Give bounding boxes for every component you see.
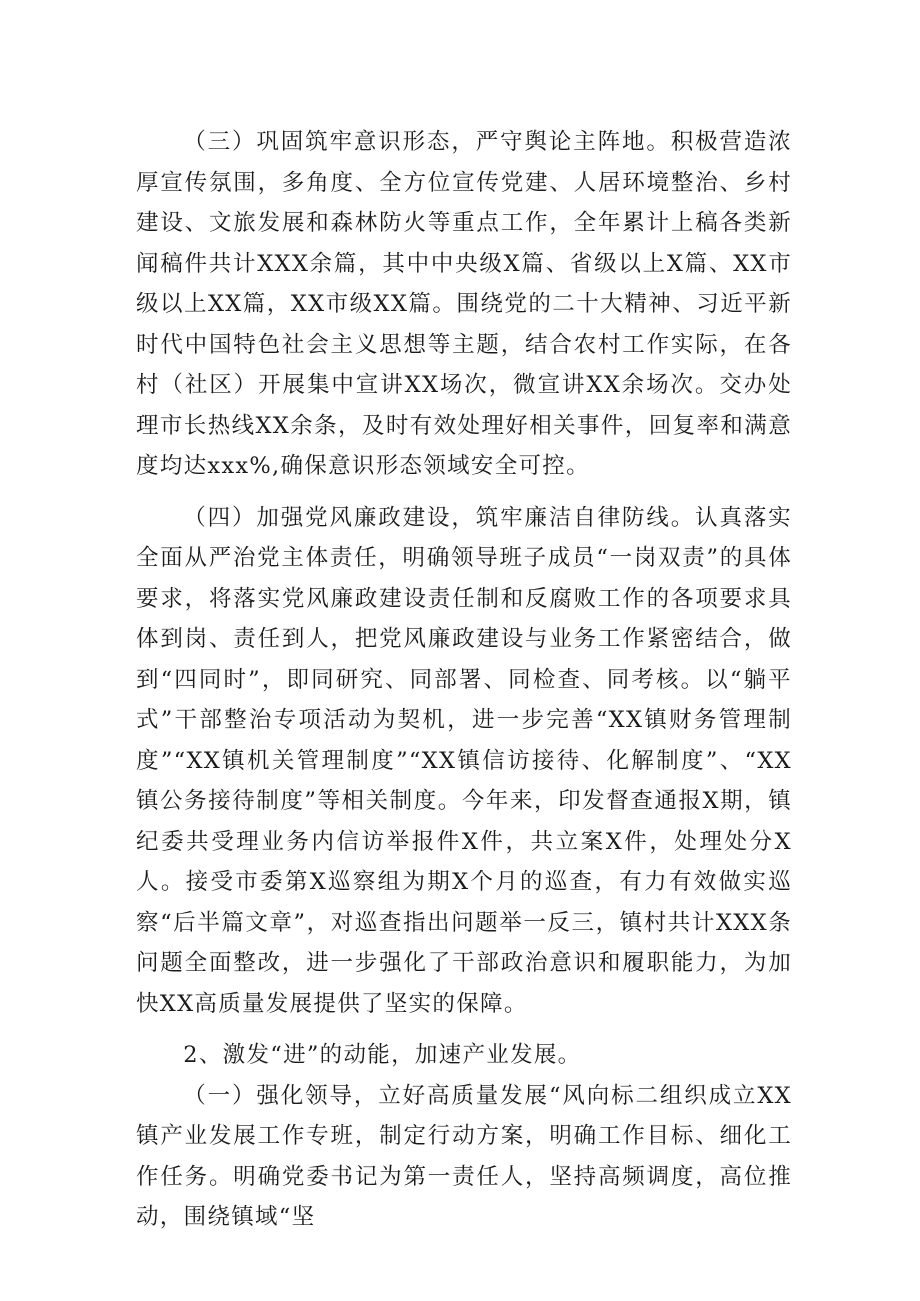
- section-heading: 2、激发“进”的动能，加速产业发展。: [183, 1042, 582, 1068]
- paragraph-ideology: （三）巩固筑牢意识形态，严守舆论主阵地。积极营造浓厚宣传氛围，多角度、全方位宣传党建、人居环境整治、乡村建设、文旅发展和森林防火等重点工作，全年累计上稿各类新闻稿件共计XXX余篇，其中中央级X篇、省级以上X篇、XX市级以上XX篇，XX市级XX篇。围绕党的二十大精神、习近平新时代中国特色社会主义思想等主题，结合农村工作实际，在各村（社区）开展集中宣讲XX场次，微宣讲XX余场次。交办处理市长热线XX余条，及时有效处理好相关事件，回复率和满意度均达xxx%,确保意识形态领域安全可控。: [136, 129, 792, 479]
- paragraph-integrity: （四）加强党风廉政建设，筑牢廉洁自律防线。认真落实全面从严治党主体责任，明确领导班子成员“一岗双责”的具体要求，将落实党风廉政建设责任制和反腐败工作的各项要求具体到岗、责任到人，把党风廉政建设与业务工作紧密结合，做到“四同时”，即同研究、同部署、同检查、同考核。以“躺平式”干部整治专项活动为契机，进一步完善“XX镇财务管理制度”“XX镇机关管理制度”“XX镇信访接待、化解制度”、“XX镇公务接待制度”等相关制度。今年来，印发督查通报X期，镇纪委共受理业务内信访举报件X件，共立案X件，处理处分X人。接受市委第X巡察组为期X个月的巡查，有力有效做实巡察“后半篇文章”，对巡查指出问题举一反三，镇村共计XXX条问题全面整改，进一步强化了干部政治意识和履职能力，为加快XX高质量发展提供了坚实的保障。: [136, 504, 792, 1017]
- paragraph-leadership: （一）强化领导，立好高质量发展“风向标二组织成立XX镇产业发展工作专班，制定行动方案，明确工作目标、细化工作任务。明确党委书记为第一责任人，坚持高频调度，高位推动，围绕镇域“坚: [136, 1082, 792, 1230]
